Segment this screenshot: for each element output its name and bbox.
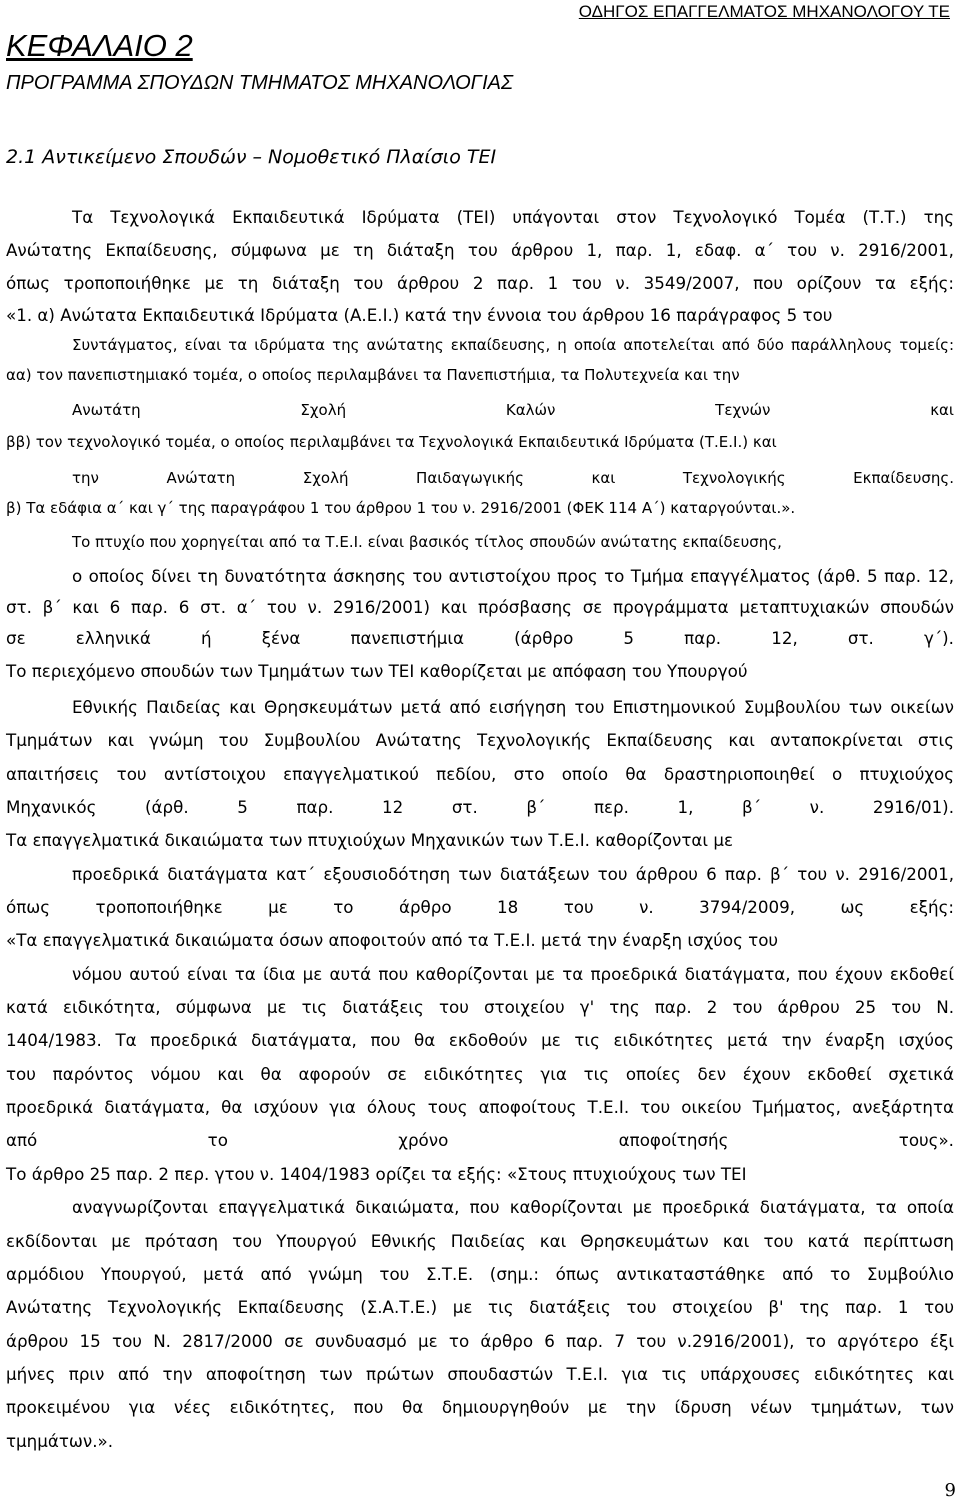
section-title: 2.1 Αντικείμενο Σπουδών – Νομοθετικό Πλαίσιο ΤΕΙ (6, 146, 497, 168)
text-line: Το άρθρο 25 παρ. 2 περ. γτου ν. 1404/1983 ορίζει τα εξής: «Στους πτυχιούχους των ΤΕΙ (6, 1164, 747, 1184)
text-line: εκδίδονται με πρόταση του Υπουργού Εθνικής Παιδείας και Θρησκευμάτων και του κατά περίπτωση (6, 1231, 954, 1251)
text-line: Τα Τεχνολογικά Εκπαιδευτικά Ιδρύματα (ΤΕΙ) υπάγονται στον Τεχνολογικό Τομέα (Τ.Τ.) της (72, 207, 954, 227)
program-title: ΠΡΟΓΡΑΜΜΑ ΣΠΟΥΔΩΝ ΤΜΗΜΑΤΟΣ ΜΗΧΑΝΟΛΟΓΙΑΣ (6, 72, 513, 94)
text-line: μήνες πριν από την αποφοίτηση των πρώτων σπουδαστών Τ.Ε.Ι. για τις υπάρχουσες ειδικότητες και (6, 1364, 954, 1384)
text-line: στ. β΄ και 6 παρ. 6 στ. α΄ του ν. 2916/2001) και πρόσβασης σε προγράμματα μεταπτυχιακών σπουδών (6, 597, 954, 617)
text-line: αα) τον πανεπιστημιακό τομέα, ο οποίος περιλαμβάνει τα Πανεπιστήμια, τα Πολυτεχνεία και την (6, 366, 740, 384)
text-line: Τα επαγγελματικά δικαιώματα των πτυχιούχων Μηχανικών των Τ.Ε.Ι. καθορίζονται με (6, 830, 734, 850)
text-line: αρμόδιου Υπουργού, μετά από γνώμη του Σ.Τ.Ε. (σημ.: όπως αντικαταστάθηκε από το Συμβούλιο (6, 1264, 954, 1284)
text-line: Ανώτατης Τεχνολογικής Εκπαίδευσης (Σ.Α.Τ.Ε.) με τις διατάξεις του στοιχείου β' της παρ. 1 του (6, 1297, 954, 1317)
text-line: προεδρικά διατάγματα, θα ισχύουν για όλους τους αποφοίτους Τ.Ε.Ι. του οικείου Τμήματος, ανεξάρτητα (6, 1097, 954, 1117)
text-line: αναγνωρίζονται επαγγελματικά δικαιώματα, που καθορίζονται με προεδρικά διατάγματα, τα οποία (72, 1197, 954, 1217)
text-line: νόμου αυτού είναι τα ίδια με αυτά που καθορίζονται με τα προεδρικά διατάγματα, που έχουν εκδοθεί (72, 964, 954, 984)
page-number: 9 (944, 1480, 956, 1501)
text-line: προεδρικά διατάγματα κατ΄ εξουσιοδότηση των διατάξεων του άρθρου 6 παρ. β΄ του ν. 2916/2001, (72, 864, 954, 884)
text-line: όπως τροποποιήθηκε με το άρθρο 18 του ν. 3794/2009, ως εξής: (6, 897, 954, 917)
text-line: «1. α) Ανώτατα Εκπαιδευτικά Ιδρύματα (Α.Ε.Ι.) κατά την έννοια του άρθρου 16 παράγραφος 5 του (6, 305, 833, 325)
text-line: Εθνικής Παιδείας και Θρησκευμάτων μετά από εισήγηση του Επιστημονικού Συμβουλίου των οικείων (72, 697, 954, 717)
text-line: κατά ειδικότητα, σύμφωνα με τις διατάξεις του στοιχείου γ' της παρ. 2 του άρθρου 25 του Ν. (6, 997, 954, 1017)
text-line: ο οποίος δίνει τη δυνατότητα άσκησης του αντιστοίχου προς το Τμήμα επαγγέλματος (άρθ. 5 παρ. 12, (72, 566, 954, 586)
text-line: προκειμένου για νέες ειδικότητες, που θα δημιουργηθούν με την ίδρυση νέων τμημάτων, των (6, 1397, 954, 1417)
text-line: από το χρόνο αποφοίτησής τους». (6, 1130, 954, 1150)
text-line: ββ) τον τεχνολογικό τομέα, ο οποίος περιλαμβάνει τα Τεχνολογικά Εκπαιδευτικά Ιδρύματα (Τ.Ε.Ι.) και (6, 433, 777, 451)
text-line: σε ελληνικά ή ξένα πανεπιστήμια (άρθρο 5 παρ. 12, στ. γ΄). (6, 628, 954, 648)
text-line: τμημάτων.». (6, 1431, 114, 1451)
text-line: Ανώτατης Εκπαίδευσης, σύμφωνα με τη διάταξη του άρθρου 1, παρ. 1, εδαφ. α΄ του ν. 2916/2001, (6, 240, 954, 260)
text-line: Συντάγματος, είναι τα ιδρύματα της ανώτατης εκπαίδευσης, η οποία αποτελείται από δύο παράλληλους τομείς: (72, 336, 954, 354)
text-line: Το περιεχόμενο σπουδών των Τμημάτων των ΤΕΙ καθορίζεται με απόφαση του Υπουργού (6, 661, 748, 681)
running-header: ΟΔΗΓΟΣ ΕΠΑΓΓΕΛΜΑΤΟΣ ΜΗΧΑΝΟΛΟΓΟΥ ΤΕ (578, 2, 950, 21)
text-line: 1404/1983. Τα προεδρικά διατάγματα, που θα εκδοθούν με τις ειδικότητες μετά την έναρξη ισχύος (6, 1030, 954, 1050)
text-line: άρθρου 15 του Ν. 2817/2000 σε συνδυασμό με το άρθρο 6 παρ. 7 του ν.2916/2001), το αργότερο έξι (6, 1331, 954, 1351)
text-line: «Τα επαγγελματικά δικαιώματα όσων αποφοιτούν από τα Τ.Ε.Ι. μετά την έναρξη ισχύος του (6, 930, 779, 950)
chapter-title: ΚΕΦΑΛΑΙΟ 2 (6, 28, 193, 63)
text-line: την Ανώτατη Σχολή Παιδαγωγικής και Τεχνολογικής Εκπαίδευσης. (72, 469, 954, 487)
text-line: Το πτυχίο που χορηγείται από τα Τ.Ε.Ι. είναι βασικός τίτλος σπουδών ανώτατης εκπαίδευσης, (72, 533, 782, 551)
text-line: Ανωτάτη Σχολή Καλών Τεχνών και (72, 401, 954, 419)
text-line: όπως τροποποιήθηκε με τη διάταξη του άρθρου 2 παρ. 1 του ν. 3549/2007, που ορίζουν τα εξής: (6, 273, 954, 293)
text-line: Τμημάτων και γνώμη του Συμβουλίου Ανώτατης Τεχνολογικής Εκπαίδευσης και ανταποκρίνεται στις (6, 730, 954, 750)
text-line: του παρόντος νόμου και θα αφορούν σε ειδικότητες για τις οποίες δεν έχουν εκδοθεί σχετικά (6, 1064, 954, 1084)
text-line: απαιτήσεις του αντίστοιχου επαγγελματικού πεδίου, στο οποίο θα δραστηριοποιηθεί ο πτυχιούχος (6, 764, 954, 784)
text-line: β) Τα εδάφια α΄ και γ΄ της παραγράφου 1 του άρθρου 1 του ν. 2916/2001 (ΦΕΚ 114 Α΄) καταργούνται.». (6, 499, 796, 517)
text-line: Μηχανικός (άρθ. 5 παρ. 12 στ. β΄ περ. 1, β΄ ν. 2916/01). (6, 797, 954, 817)
